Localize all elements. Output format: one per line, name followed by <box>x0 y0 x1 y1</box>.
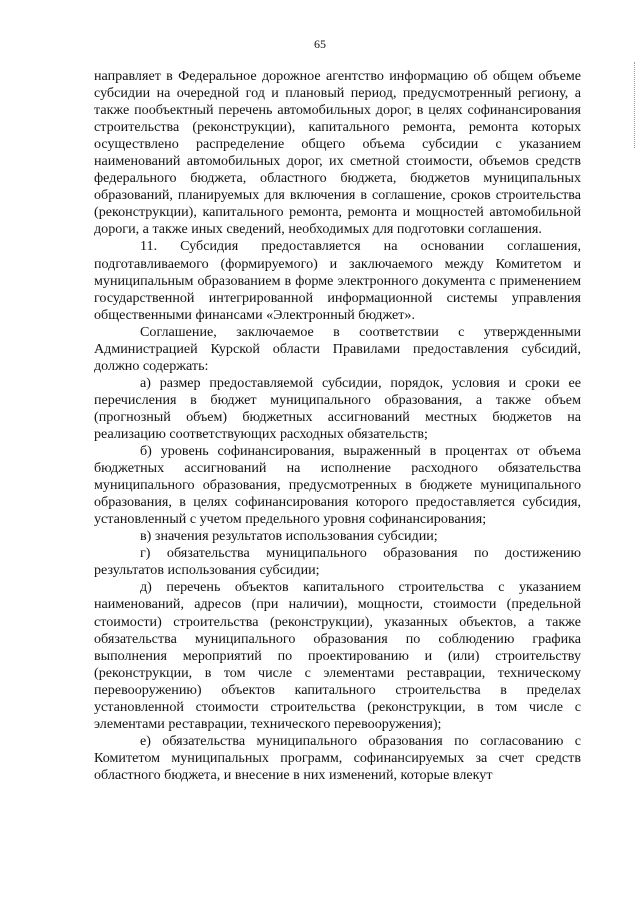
body-text <box>94 68 581 784</box>
list-item-g: г) обязательства муниципального образования по достижению результатов использования субсидии; <box>94 545 581 579</box>
list-item-v: в) значения результатов использования субсидии; <box>140 528 438 545</box>
list-item-b: б) уровень софинансирования, выраженный в процентах от объема бюджетных ассигнований на исполнение расходного обязательства муниципального образования, предусмотренных в бюджете муниципального образования, в целях софинансирования которого предоставляется субсидия, установленный с учетом предельного уровня софинансирования; <box>94 443 581 528</box>
scan-edge-mark <box>634 62 637 148</box>
paragraph-agreement-intro: Соглашение, заключаемое в соответствии с утвержденными Администрацией Курской области Правилами предоставления субсидий, должно содержать: <box>94 323 581 374</box>
list-item-d: д) перечень объектов капитального строительства с указанием наименований, адресов (при наличии), мощности, стоимости (предельной стоимости) строительства (реконструкции), указанных объектов, а также обязательства муниципального образования по соблюдению графика выполнения мероприятий по проектированию и (или) строительству (реконструкции, в том числе с элементами реставрации, техническому перевооружению) объектов капитального строительства в пределах установленной стоимости строительства (реконструкции, в том числе с элементами реставрации, технического перевооружения); <box>94 579 581 732</box>
list-item-a: а) размер предоставляемой субсидии, порядок, условия и сроки ее перечисления в бюджет муниципального образования, а также объем (прогнозный объем) бюджетных ассигнований местных бюджетов на реализацию соответствующих расходных обязательств; <box>94 374 581 442</box>
paragraph-continuation: направляет в Федеральное дорожное агентство информацию об общем объеме субсидии на очередной год и плановый период, предусмотренный региону, а также пообъектный перечень автомобильных дорог, в целях софинансирования строительства (реконструкции), капитального ремонта, ремонта которых осуществлено распределение общего объема субсидии с указанием наименований автомобильных дорог, их сметной стоимости, объемов средств федерального бюджета, областного бюджета, бюджетов муниципальных образований, планируемых для включения в соглашение, сроков строительства (реконструкции), капитального ремонта, ремонта и мощностей автомобильной дороги, а также иных сведений, необходимых для подготовки соглашения. <box>94 68 581 238</box>
page-number: 65 <box>314 37 326 51</box>
paragraph-item-11: 11. Субсидия предоставляется на основании соглашения, подготавливаемого (формируемого) и заключаемого между Комитетом и муниципальным образованием в форме электронного документа с применением государственной интегрированной информационной системы управления общественными финансами «Электронный бюджет». <box>94 238 581 323</box>
list-item-e: е) обязательства муниципального образования по согласованию с Комитетом муниципальных программ, софинансируемых за счет средств областного бюджета, и внесение в них изменений, которые влекут <box>94 732 581 783</box>
